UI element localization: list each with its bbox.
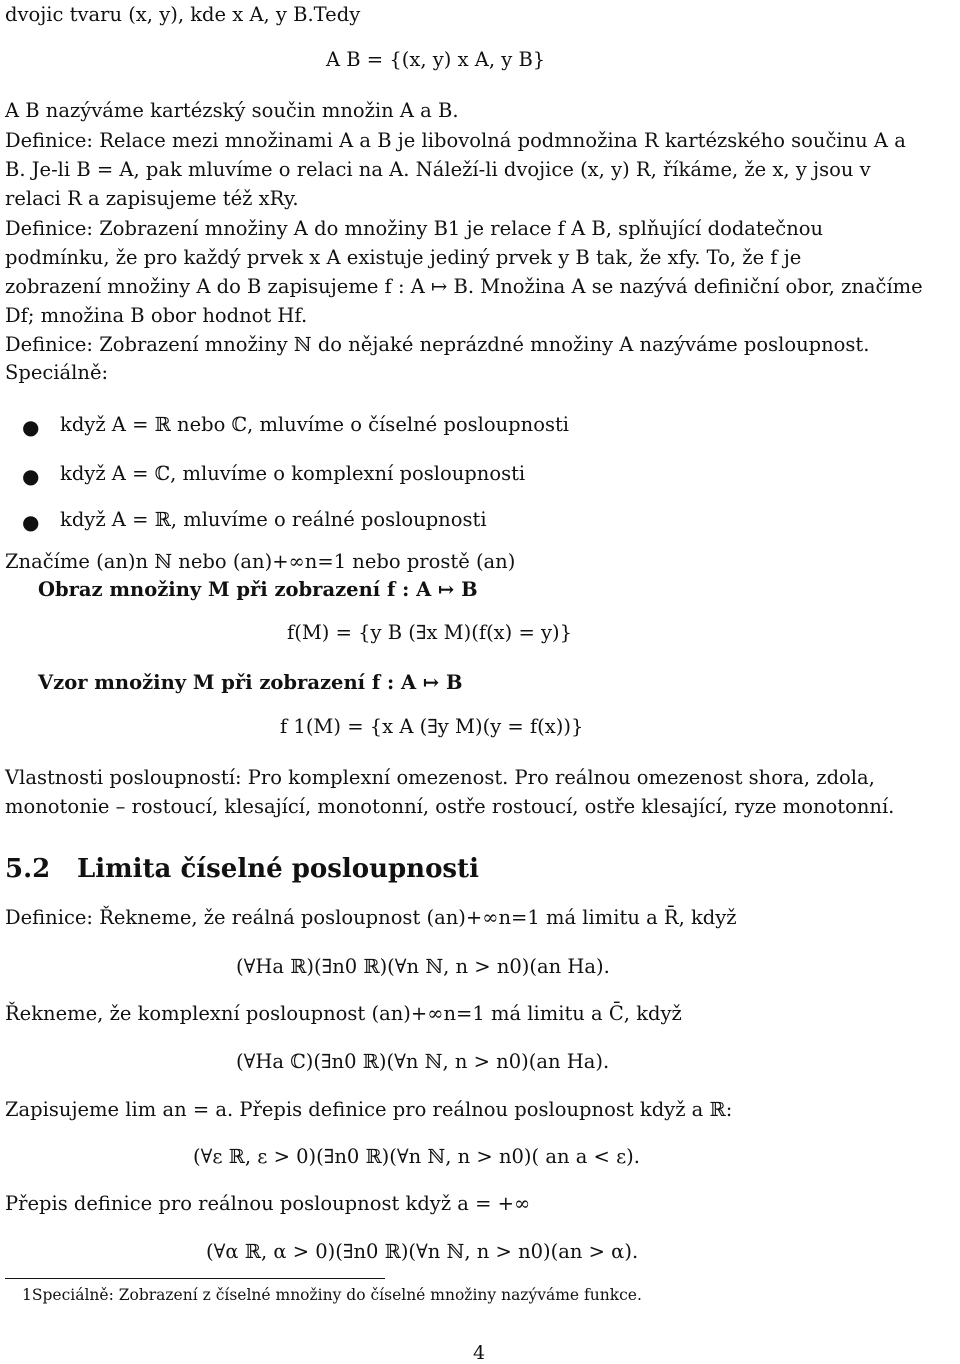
section-heading (5, 852, 479, 886)
text-line-17: Definice: Řekneme, že reálná posloupnost (an)+∞n=1 má limitu a R̄, když (5, 906, 737, 929)
image-of-set-heading: Obraz množiny M při zobrazení f : A ↦ B (38, 578, 478, 601)
text-line-6: Definice: Zobrazení množiny A do množiny B1 je relace f A B, splňující dodatečnou (5, 217, 824, 240)
preimage-of-set-heading: Vzor množiny M při zobrazení f : A ↦ B (38, 671, 463, 694)
text-line-1: dvojic tvaru (x, y), kde x A, y B.Tedy (5, 3, 361, 26)
text-line-7: podmínku, že pro každý prvek x A existuje jediný prvek y B tak, že xfy. To, že f je (5, 246, 802, 269)
bullet-item-1: když A = ℝ nebo ℂ, mluvíme o číselné posloupnosti (60, 413, 570, 436)
real-limit-rewrite-formula: (∀ε ℝ, ε > 0)(∃n0 ℝ)(∀n ℕ, n > n0)( an a < ε). (193, 1145, 640, 1168)
section-title: Limita číselné posloupnosti (77, 854, 479, 884)
bullet-marker: ● (22, 464, 40, 488)
text-line-2: A B nazýváme kartézský součin množin A a B. (5, 99, 459, 122)
text-line-19: Zapisujeme lim an = a. Přepis definice pro reálnou posloupnost když a ℝ: (5, 1098, 733, 1121)
cartesian-product-formula: A B = {(x, y) x A, y B} (326, 48, 546, 71)
text-line-4: B. Je-li B = A, pak mluvíme o relaci na A. Náleží-li dvojice (x, y) R, říkáme, že x, y jsou v (5, 158, 871, 181)
bullet-item-3: když A = ℝ, mluvíme o reálné posloupnosti (60, 508, 487, 531)
text-line-8: zobrazení množiny A do B zapisujeme f : A ↦ B. Množina A se nazývá definiční obor, značíme (5, 275, 923, 298)
complex-limit-formula: (∀Ha ℂ)(∃n0 ℝ)(∀n ℕ, n > n0)(an Ha). (236, 1050, 610, 1073)
text-line-10: Definice: Zobrazení množiny ℕ do nějaké neprázdné množiny A nazýváme posloupnost. (5, 333, 870, 356)
real-limit-formula: (∀Ha ℝ)(∃n0 ℝ)(∀n ℕ, n > n0)(an Ha). (236, 955, 610, 978)
section-number: 5.2 (5, 854, 51, 884)
text-line-9: Df; množina B obor hodnot Hf. (5, 304, 308, 327)
bullet-marker: ● (22, 415, 40, 439)
footnote: 1Speciálně: Zobrazení z číselné množiny do číselné množiny nazýváme funkce. (22, 1286, 642, 1304)
bullet-marker: ● (22, 510, 40, 534)
text-line-5: relaci R a zapisujeme též xRy. (5, 187, 299, 210)
preimage-formula: f 1(M) = {x A (∃y M)(y = f(x))} (280, 715, 584, 738)
text-line-18: Řekneme, že komplexní posloupnost (an)+∞n=1 má limitu a C̄, když (5, 1002, 682, 1025)
text-line-3: Definice: Relace mezi množinami A a B je libovolná podmnožina R kartézského součinu A a (5, 129, 906, 152)
page-number: 4 (473, 1342, 486, 1364)
infinite-limit-formula: (∀α ℝ, α > 0)(∃n0 ℝ)(∀n ℕ, n > n0)(an > α). (206, 1240, 639, 1263)
text-line-15: Vlastnosti posloupností: Pro komplexní omezenost. Pro reálnou omezenost shora, zdola, (5, 766, 875, 789)
text-line-20: Přepis definice pro reálnou posloupnost když a = +∞ (5, 1192, 531, 1215)
footnote-divider (5, 1278, 385, 1279)
text-line-11: Speciálně: (5, 361, 109, 384)
text-line-16: monotonie – rostoucí, klesající, monotonní, ostře rostoucí, ostře klesající, ryze monotonní. (5, 795, 895, 818)
bullet-item-2: když A = ℂ, mluvíme o komplexní posloupnosti (60, 462, 526, 485)
text-line-12: Značíme (an)n ℕ nebo (an)+∞n=1 nebo prostě (an) (5, 550, 516, 573)
image-of-set-formula: f(M) = {y B (∃x M)(f(x) = y)} (287, 621, 573, 644)
